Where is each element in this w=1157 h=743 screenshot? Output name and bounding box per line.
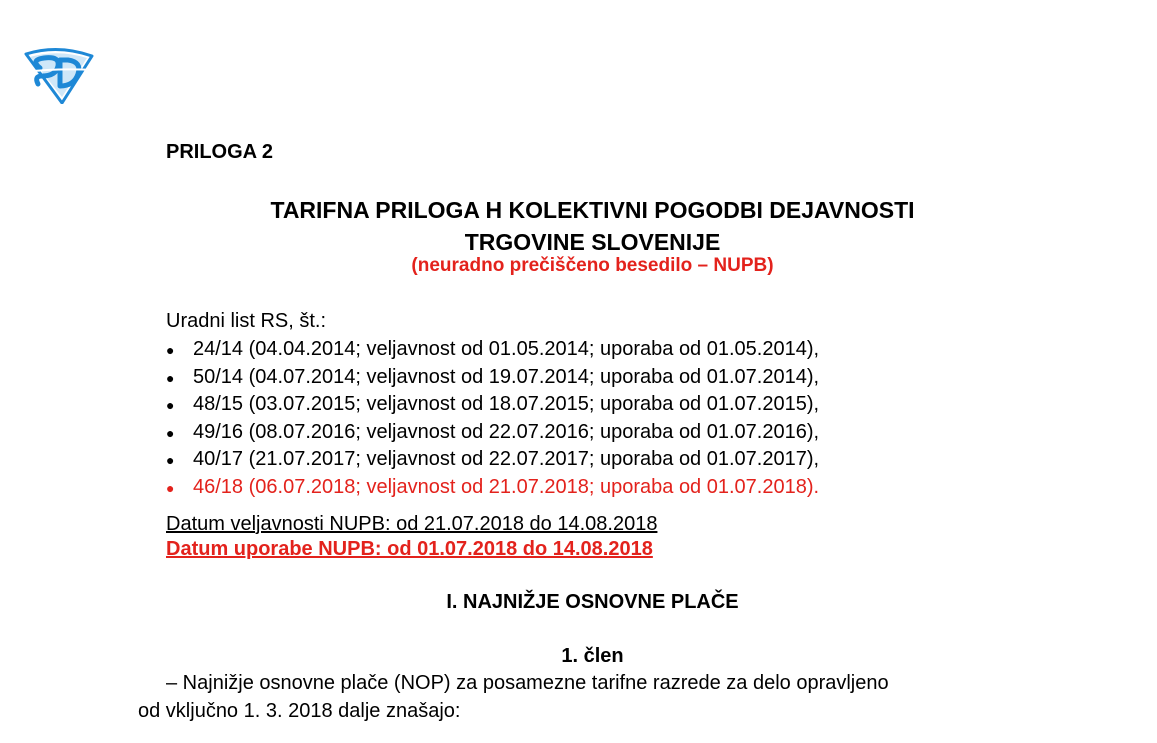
gazette-heading: Uradni list RS, št.: (166, 310, 327, 332)
application-date: Datum uporabe NUPB: od 01.07.2018 do 14.08.2018 (166, 538, 653, 560)
paragraph-line-1: – Najnižje osnovne plače (NOP) za posamezne tarifne razrede za delo opravljeno (166, 672, 889, 694)
document-title-line-2: TRGOVINE SLOVENIJE (464, 229, 721, 255)
gazette-item: ● 48/15 (03.07.2015; veljavnost od 18.07.2015; uporaba od 01.07.2015), (166, 393, 820, 416)
bullet-icon: ● (166, 369, 175, 386)
document-subtitle: (neuradno prečiščeno besedilo – NUPB) (411, 255, 774, 276)
gazette-item: ● 24/14 (04.04.2014; veljavnost od 01.05.2014; uporaba od 01.05.2014), (166, 338, 820, 360)
gazette-list (166, 339, 819, 505)
bullet-icon: ● (166, 342, 175, 358)
validity-date: Datum veljavnosti NUPB: od 21.07.2018 do 14.08.2018 (166, 513, 658, 535)
section-heading: I. NAJNIŽJE OSNOVNE PLAČE (446, 591, 739, 613)
gazette-item: ● 40/17 (21.07.2017; veljavnost od 22.07.2017; uporaba od 01.07.2017), (166, 448, 820, 471)
bullet-icon: ● (166, 452, 175, 469)
gazette-item: ● 49/16 (08.07.2016; veljavnost od 22.07.2016; uporaba od 01.07.2016), (166, 420, 820, 443)
gazette-item: ● 50/14 (04.07.2014; veljavnost od 19.07.2014; uporaba od 01.07.2014), (166, 365, 820, 388)
annex-label: PRILOGA 2 (166, 141, 274, 163)
bullet-icon: ● (166, 397, 175, 414)
bullet-icon: ● (166, 424, 175, 441)
shield-logo-icon (20, 46, 96, 104)
article-heading: 1. člen (561, 645, 624, 667)
gazette-item-current: ● 46/18 (06.07.2018; veljavnost od 21.07.2018; uporaba od 01.07.2018). (166, 475, 820, 498)
document-title-line-1: TARIFNA PRILOGA H KOLEKTIVNI POGODBI DEJAVNOSTI (270, 197, 915, 223)
paragraph-line-2: od vključno 1. 3. 2018 dalje znašajo: (138, 700, 461, 722)
bullet-icon: ● (166, 479, 175, 496)
